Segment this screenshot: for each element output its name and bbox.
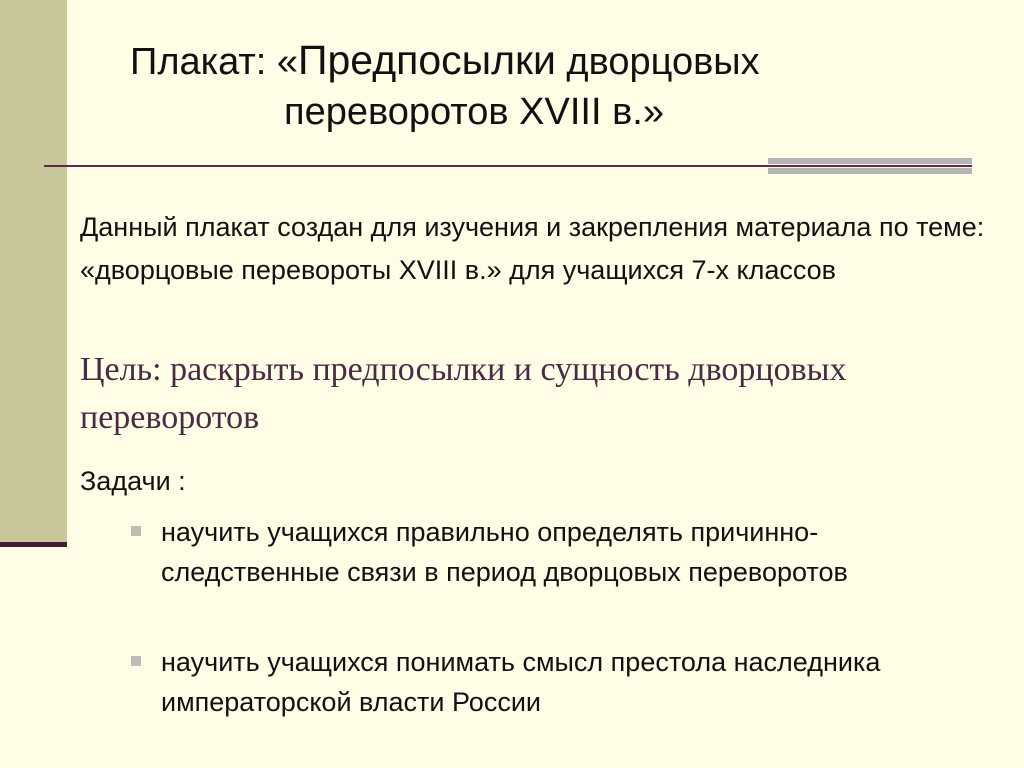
square-bullet-icon — [131, 656, 141, 666]
title-keyword: Предпосылки — [298, 37, 556, 83]
task-item — [161, 512, 881, 592]
square-bullet-icon — [131, 526, 141, 536]
title-line-1 — [130, 36, 760, 86]
task-item — [161, 642, 881, 722]
goal-statement: Цель: раскрыть предпосылки и сущность дворцовых переворотов — [80, 351, 847, 436]
task-text: научить учащихся правильно определять причинно-следственные связи в период дворцовых переворотов — [161, 517, 848, 587]
intro-paragraph: Данный плакат создан для изучения и закрепления материала по теме: «дворцовые перевороты XVIII в.» для учащихся 7-х классов — [80, 212, 985, 285]
left-accent-underline — [0, 542, 67, 547]
task-text: научить учащихся понимать смысл престола наследника императорской власти России — [161, 647, 881, 717]
left-accent-bar — [0, 0, 67, 545]
title-line-2: переворотов XVIII в.» — [284, 91, 664, 133]
tasks-heading: Задачи : — [80, 466, 186, 496]
title-prefix: Плакат: « — [130, 41, 299, 83]
title-divider-accent — [768, 158, 972, 174]
title-suffix: дворцовых — [555, 41, 760, 83]
